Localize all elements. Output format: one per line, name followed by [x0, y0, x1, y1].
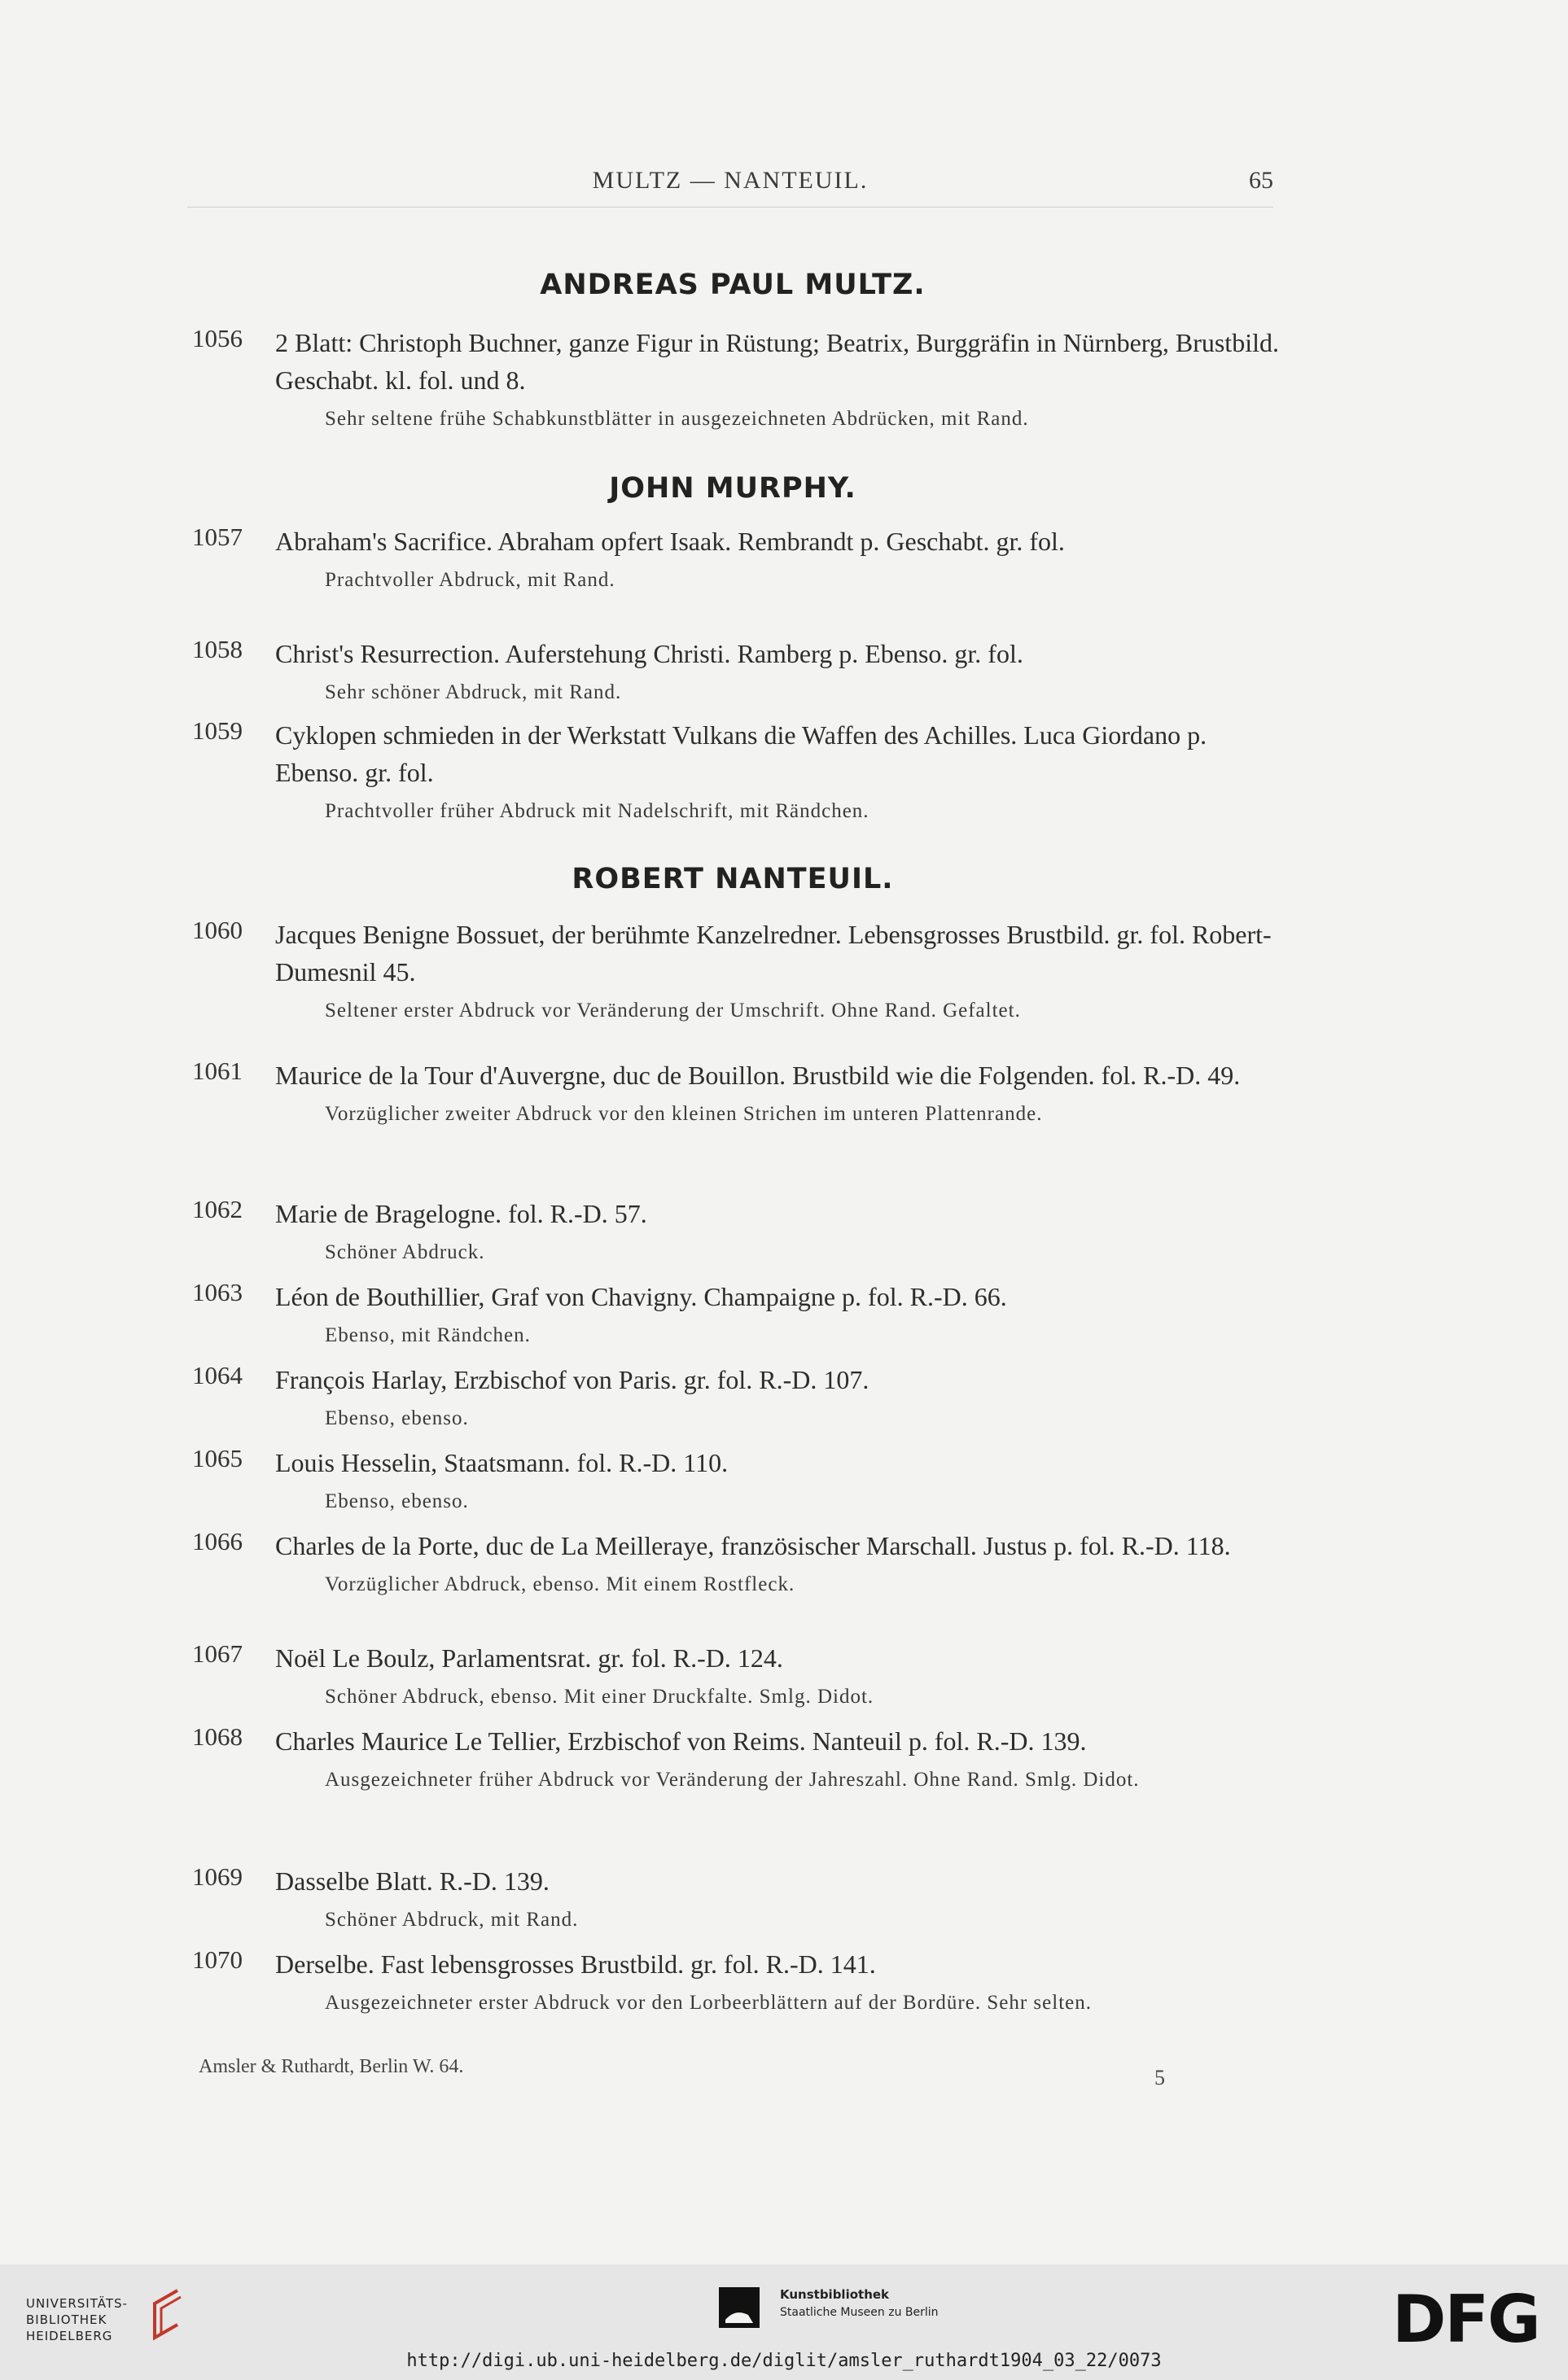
entry-number: 1065 [192, 1444, 243, 1472]
entry-number: 1066 [192, 1527, 243, 1555]
catalog-entry-1070 [192, 1945, 1283, 2018]
catalog-entry-1057 [192, 523, 1283, 595]
catalog-entry-1062 [192, 1195, 1283, 1267]
entry-text: François Harlay, Erzbischof von Paris. gr. fol. R.-D. 107. [275, 1365, 869, 1394]
entry-text: Charles de la Porte, duc de La Meilleraye, französischer Marschall. Justus p. fol. R.-D. 118. [275, 1531, 1231, 1560]
catalog-entry-1063 [192, 1278, 1283, 1350]
entry-note: Ausgezeichneter erster Abdruck vor den Lorbeerblättern auf der Bordüre. Sehr selten. [325, 1992, 1092, 2014]
entry-note: Sehr seltene frühe Schabkunstblätter in ausgezeichneten Abdrücken, mit Rand. [325, 408, 1029, 430]
entry-number: 1063 [192, 1278, 243, 1306]
entry-note: Ebenso, mit Rändchen. [325, 1324, 531, 1346]
entry-number: 1064 [192, 1361, 243, 1389]
entry-number: 1068 [192, 1722, 243, 1751]
kb-subtitle: Staatliche Museen zu Berlin [780, 2306, 939, 2319]
entry-note: Schöner Abdruck, mit Rand. [325, 1909, 579, 1931]
ub-logo-line: UNIVERSITÄTS- [26, 2296, 128, 2311]
catalog-entry-1068 [192, 1722, 1283, 1795]
entry-note: Vorzüglicher Abdruck, ebenso. Mit einem Rostfleck. [325, 1573, 795, 1595]
kunstbibliothek-credit[interactable] [780, 2286, 939, 2321]
entry-number: 1060 [192, 916, 243, 944]
entry-text: Louis Hesselin, Staatsmann. fol. R.-D. 110. [275, 1448, 729, 1477]
entry-text: Marie de Bragelogne. fol. R.-D. 57. [275, 1199, 647, 1228]
page-number: 65 [1249, 167, 1273, 194]
entry-text: 2 Blatt: Christoph Buchner, ganze Figur in Rüstung; Beatrix, Burggräfin in Nürnberg, Brustbild. Geschabt. kl. fol. und 8. [275, 328, 1279, 395]
entry-number: 1058 [192, 635, 243, 663]
entry-text: Derselbe. Fast lebensgrosses Brustbild. gr. fol. R.-D. 141. [275, 1949, 876, 1979]
catalog-entry-1065 [192, 1444, 1283, 1516]
kunstbibliothek-logo-icon [719, 2287, 760, 2328]
catalog-entry-1060 [192, 916, 1283, 1026]
publisher-imprint: Amsler & Ruthardt, Berlin W. 64. [199, 2056, 464, 2077]
section-heading-nanteuil: ROBERT NANTEUIL. [572, 863, 894, 895]
entry-number: 1061 [192, 1057, 243, 1085]
entry-note: Prachtvoller früher Abdruck mit Nadelschrift, mit Rändchen. [325, 800, 869, 822]
catalog-entry-1056 [192, 324, 1283, 434]
entry-text: Jacques Benigne Bossuet, der berühmte Kanzelredner. Lebensgrosses Brustbild. gr. fol. Robert-Dumesnil 45. [275, 920, 1272, 987]
entry-text: Dasselbe Blatt. R.-D. 139. [275, 1866, 550, 1896]
entry-number: 1070 [192, 1945, 243, 1974]
running-title: MULTZ — NANTEUIL. [592, 167, 869, 194]
catalog-entry-1066 [192, 1527, 1283, 1599]
catalog-entry-1069 [192, 1862, 1283, 1935]
ub-heidelberg-mark-icon [145, 2286, 191, 2343]
entry-note: Vorzüglicher zweiter Abdruck vor den kleinen Strichen im unteren Plattenrande. [325, 1103, 1043, 1125]
entry-note: Schöner Abdruck. [325, 1241, 485, 1263]
permalink-url[interactable]: http://digi.ub.uni-heidelberg.de/diglit/amsler_ruthardt1904_03_22/0073 [406, 2351, 1162, 2371]
entry-number: 1067 [192, 1639, 243, 1668]
entry-text: Cyklopen schmieden in der Werkstatt Vulkans die Waffen des Achilles. Luca Giordano p. Ebenso. gr. fol. [275, 720, 1207, 787]
ub-logo-line: BIBLIOTHEK [26, 2312, 107, 2327]
entry-number: 1069 [192, 1862, 243, 1891]
entry-note: Prachtvoller Abdruck, mit Rand. [325, 569, 615, 591]
entry-note: Ebenso, ebenso. [325, 1407, 469, 1429]
entry-number: 1057 [192, 523, 243, 551]
kb-title: Kunstbibliothek [780, 2287, 890, 2302]
entry-number: 1059 [192, 716, 243, 745]
entry-note: Ebenso, ebenso. [325, 1490, 469, 1512]
catalog-entry-1058 [192, 635, 1283, 707]
entry-note: Seltener erster Abdruck vor Veränderung der Umschrift. Ohne Rand. Gefaltet. [325, 1000, 1021, 1022]
section-heading-multz: ANDREAS PAUL MULTZ. [540, 269, 926, 301]
running-head [187, 167, 1273, 208]
entry-text: Christ's Resurrection. Auferstehung Christi. Ramberg p. Ebenso. gr. fol. [275, 639, 1023, 668]
ub-heidelberg-logo[interactable] [26, 2295, 128, 2344]
entry-note: Ausgezeichneter früher Abdruck vor Veränderung der Jahreszahl. Ohne Rand. Smlg. Didot. [325, 1769, 1140, 1791]
entry-text: Abraham's Sacrifice. Abraham opfert Isaak. Rembrandt p. Geschabt. gr. fol. [275, 527, 1065, 556]
entry-note: Schöner Abdruck, ebenso. Mit einer Druckfalte. Smlg. Didot. [325, 1686, 874, 1708]
catalog-entry-1061 [192, 1057, 1283, 1129]
catalog-entry-1059 [192, 716, 1283, 826]
dfg-logo[interactable]: DFG [1392, 2282, 1540, 2357]
catalog-entry-1067 [192, 1639, 1283, 1712]
entry-text: Charles Maurice Le Tellier, Erzbischof von Reims. Nanteuil p. fol. R.-D. 139. [275, 1726, 1087, 1756]
catalog-entry-1064 [192, 1361, 1283, 1433]
signature-mark: 5 [1154, 2066, 1165, 2089]
ub-logo-line: HEIDELBERG [26, 2329, 113, 2343]
entry-number: 1062 [192, 1195, 243, 1223]
entry-note: Sehr schöner Abdruck, mit Rand. [325, 681, 622, 703]
entry-number: 1056 [192, 324, 243, 352]
entry-text: Noël Le Boulz, Parlamentsrat. gr. fol. R.-D. 124. [275, 1643, 783, 1673]
section-heading-murphy: JOHN MURPHY. [609, 472, 856, 505]
entry-text: Léon de Bouthillier, Graf von Chavigny. Champaigne p. fol. R.-D. 66. [275, 1282, 1007, 1311]
entry-text: Maurice de la Tour d'Auvergne, duc de Bouillon. Brustbild wie die Folgenden. fol. R.-D. 49. [275, 1061, 1241, 1090]
